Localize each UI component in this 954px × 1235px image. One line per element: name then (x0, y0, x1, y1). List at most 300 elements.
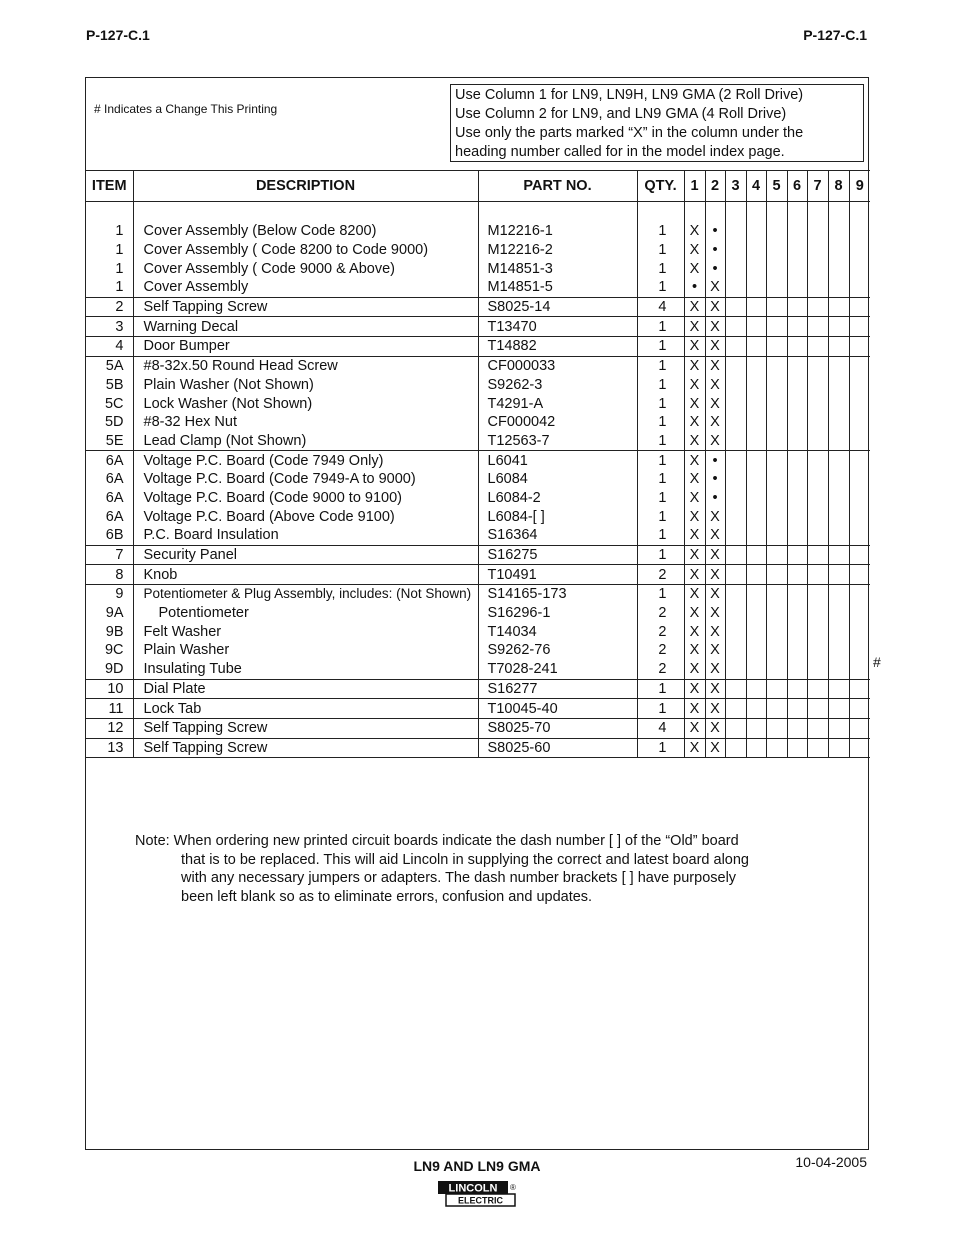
column-3-cell (725, 432, 746, 451)
part-number-cell: S16277 (478, 679, 637, 699)
column-5-cell (766, 545, 787, 565)
column-4-cell (746, 604, 766, 623)
description-cell: #8-32 Hex Nut (133, 413, 478, 432)
column-8-cell (828, 337, 849, 357)
column-4-cell (746, 241, 766, 260)
description-cell: Cover Assembly (Below Code 8200) (133, 222, 478, 241)
spacer-row (86, 202, 870, 223)
usage-line: Use Column 1 for LN9, LN9H, LN9 GMA (2 Roll Drive) (455, 87, 804, 103)
quantity-cell: 2 (637, 604, 684, 623)
description-cell: Warning Decal (133, 317, 478, 337)
column-4-cell (746, 470, 766, 489)
column-2-cell: • (705, 259, 725, 278)
part-number-cell: T13470 (478, 317, 637, 337)
column-9-cell (849, 297, 870, 317)
part-number-cell: CF000033 (478, 356, 637, 375)
column-7-cell (807, 470, 828, 489)
item-cell: 6A (86, 470, 133, 489)
column-6-cell (787, 526, 807, 545)
quantity-cell: 1 (637, 337, 684, 357)
column-5-cell (766, 718, 787, 738)
table-row (86, 679, 870, 699)
description-cell: P.C. Board Insulation (133, 526, 478, 545)
column-6-cell (787, 489, 807, 508)
column-7-cell (807, 565, 828, 585)
column-6-cell (787, 241, 807, 260)
column-4-cell (746, 738, 766, 758)
column-2-cell: X (705, 738, 725, 758)
part-number-cell: S8025-70 (478, 718, 637, 738)
column-6-cell (787, 738, 807, 758)
item-cell: 1 (86, 278, 133, 297)
column-8-cell (828, 718, 849, 738)
column-1-cell: X (684, 222, 705, 241)
table-row (86, 718, 870, 738)
column-5-cell (766, 376, 787, 395)
column-3-cell (725, 259, 746, 278)
part-number-cell: CF000042 (478, 413, 637, 432)
column-2-cell: X (705, 622, 725, 641)
item-cell: 1 (86, 241, 133, 260)
quantity-cell: 1 (637, 679, 684, 699)
column-4-cell (746, 337, 766, 357)
table-row (86, 585, 870, 604)
column-5-cell (766, 507, 787, 526)
column-4-cell (746, 413, 766, 432)
column-4-cell (746, 526, 766, 545)
description-cell: Lock Tab (133, 699, 478, 719)
column-9-cell (849, 565, 870, 585)
column-1-cell: X (684, 585, 705, 604)
description-cell: Cover Assembly ( Code 8200 to Code 9000) (133, 241, 478, 260)
table-row (86, 241, 870, 260)
column-8-cell (828, 526, 849, 545)
table-row (86, 451, 870, 470)
column-5-cell (766, 641, 787, 660)
item-cell: 5E (86, 432, 133, 451)
column-8-cell (828, 660, 849, 679)
part-number-cell: T4291-A (478, 394, 637, 413)
column-5-cell (766, 337, 787, 357)
column-6-cell (787, 470, 807, 489)
item-cell: 6A (86, 489, 133, 508)
note-line: that is to be replaced. This will aid Lincoln in supplying the correct and latest board along (181, 851, 749, 868)
part-number-cell: T14034 (478, 622, 637, 641)
column-8-cell (828, 451, 849, 470)
column-3-cell (725, 241, 746, 260)
column-7-cell (807, 718, 828, 738)
column-7-cell (807, 337, 828, 357)
column-8-cell (828, 259, 849, 278)
table-row (86, 489, 870, 508)
column-4-cell (746, 718, 766, 738)
part-number-cell: T14882 (478, 337, 637, 357)
column-1-cell: X (684, 738, 705, 758)
column-5-cell (766, 297, 787, 317)
table-row (86, 604, 870, 623)
part-number-cell: T10045-40 (478, 699, 637, 719)
lincoln-electric-logo (437, 1180, 517, 1208)
header-item: ITEM (86, 171, 133, 202)
column-8-cell (828, 356, 849, 375)
quantity-cell: 2 (637, 641, 684, 660)
column-4-cell (746, 259, 766, 278)
header-col-5: 5 (766, 171, 787, 202)
column-7-cell (807, 317, 828, 337)
item-cell: 6B (86, 526, 133, 545)
usage-line: Use only the parts marked “X” in the column under the (455, 125, 804, 141)
column-7-cell (807, 622, 828, 641)
change-note: # Indicates a Change This Printing (94, 102, 278, 116)
column-7-cell (807, 507, 828, 526)
column-8-cell (828, 604, 849, 623)
column-6-cell (787, 222, 807, 241)
part-number-cell: M12216-1 (478, 222, 637, 241)
description-cell: Potentiometer & Plug Assembly, includes: (Not Shown) (133, 585, 478, 604)
footer-title: LN9 AND LN9 GMA (413, 1158, 541, 1174)
column-9-cell (849, 337, 870, 357)
column-7-cell (807, 585, 828, 604)
column-4-cell (746, 297, 766, 317)
column-2-cell: X (705, 337, 725, 357)
column-4-cell (746, 278, 766, 297)
part-number-cell: S16296-1 (478, 604, 637, 623)
description-cell: Voltage P.C. Board (Code 9000 to 9100) (133, 489, 478, 508)
note-line: been left blank so as to eliminate errors, confusion and updates. (181, 888, 593, 905)
part-number-cell: T12563-7 (478, 432, 637, 451)
quantity-cell: 2 (637, 622, 684, 641)
item-cell: 9B (86, 622, 133, 641)
column-9-cell (849, 241, 870, 260)
description-cell: Voltage P.C. Board (Above Code 9100) (133, 507, 478, 526)
column-6-cell (787, 641, 807, 660)
column-7-cell (807, 394, 828, 413)
column-4-cell (746, 507, 766, 526)
column-3-cell (725, 317, 746, 337)
column-2-cell: X (705, 660, 725, 679)
column-2-cell: X (705, 356, 725, 375)
quantity-cell: 1 (637, 545, 684, 565)
column-3-cell (725, 641, 746, 660)
column-1-cell: X (684, 356, 705, 375)
pc-board-note (135, 832, 749, 906)
table-row (86, 738, 870, 758)
column-6-cell (787, 604, 807, 623)
column-6-cell (787, 297, 807, 317)
column-9-cell (849, 376, 870, 395)
column-7-cell (807, 297, 828, 317)
table-row (86, 337, 870, 357)
item-cell: 7 (86, 545, 133, 565)
column-6-cell (787, 679, 807, 699)
column-4-cell (746, 565, 766, 585)
column-8-cell (828, 297, 849, 317)
quantity-cell: 1 (637, 356, 684, 375)
column-2-cell: X (705, 432, 725, 451)
header-right-code: P-127-C.1 (803, 27, 867, 43)
column-7-cell (807, 738, 828, 758)
description-cell: Lead Clamp (Not Shown) (133, 432, 478, 451)
column-2-cell: X (705, 526, 725, 545)
part-number-cell: L6084-2 (478, 489, 637, 508)
column-1-cell: X (684, 451, 705, 470)
column-2-cell: X (705, 679, 725, 699)
column-6-cell (787, 699, 807, 719)
part-number-cell: S8025-60 (478, 738, 637, 758)
column-7-cell (807, 545, 828, 565)
column-2-cell: • (705, 451, 725, 470)
column-9-cell (849, 507, 870, 526)
column-5-cell (766, 259, 787, 278)
column-3-cell (725, 679, 746, 699)
column-8-cell (828, 394, 849, 413)
column-5-cell (766, 413, 787, 432)
column-3-cell (725, 545, 746, 565)
header-col-3: 3 (725, 171, 746, 202)
column-8-cell (828, 317, 849, 337)
column-1-cell: X (684, 545, 705, 565)
logo-top-text: LINCOLN (448, 1182, 498, 1195)
column-8-cell (828, 413, 849, 432)
column-9-cell (849, 470, 870, 489)
column-3-cell (725, 699, 746, 719)
column-5-cell (766, 679, 787, 699)
description-cell: Potentiometer (133, 604, 478, 623)
column-3-cell (725, 413, 746, 432)
quantity-cell: 1 (637, 278, 684, 297)
table-row (86, 507, 870, 526)
column-4-cell (746, 489, 766, 508)
column-1-cell: X (684, 622, 705, 641)
parts-table-body (86, 202, 870, 758)
description-cell: Lock Washer (Not Shown) (133, 394, 478, 413)
column-7-cell (807, 451, 828, 470)
column-5-cell (766, 470, 787, 489)
quantity-cell: 1 (637, 470, 684, 489)
description-cell: #8-32x.50 Round Head Screw (133, 356, 478, 375)
column-9-cell (849, 451, 870, 470)
column-7-cell (807, 660, 828, 679)
note-line: with any necessary jumpers or adapters. The dash number brackets [ ] have purposely (181, 870, 737, 886)
quantity-cell: 1 (637, 432, 684, 451)
column-4-cell (746, 376, 766, 395)
quantity-cell: 1 (637, 699, 684, 719)
column-6-cell (787, 337, 807, 357)
column-6-cell (787, 278, 807, 297)
column-4-cell (746, 641, 766, 660)
column-5-cell (766, 585, 787, 604)
quantity-cell: 4 (637, 297, 684, 317)
description-cell: Self Tapping Screw (133, 297, 478, 317)
usage-line: heading number called for in the model index page. (455, 144, 785, 160)
column-1-cell: X (684, 394, 705, 413)
column-2-cell: X (705, 565, 725, 585)
quantity-cell: 1 (637, 738, 684, 758)
part-number-cell: M14851-3 (478, 259, 637, 278)
item-cell: 5C (86, 394, 133, 413)
quantity-cell: 1 (637, 451, 684, 470)
column-6-cell (787, 356, 807, 375)
table-row (86, 660, 870, 679)
column-8-cell (828, 545, 849, 565)
column-4-cell (746, 222, 766, 241)
quantity-cell: 1 (637, 413, 684, 432)
column-6-cell (787, 565, 807, 585)
table-row (86, 526, 870, 545)
column-1-cell: X (684, 413, 705, 432)
column-2-cell: • (705, 489, 725, 508)
header-col-1: 1 (684, 171, 705, 202)
item-cell: 1 (86, 259, 133, 278)
column-3-cell (725, 622, 746, 641)
note-first-line: Note: When ordering new printed circuit boards indicate the dash number [ ] of the “Old” board (135, 833, 739, 849)
footer-date: 10-04-2005 (795, 1154, 867, 1170)
table-row (86, 699, 870, 719)
column-8-cell (828, 622, 849, 641)
column-1-cell: X (684, 604, 705, 623)
column-5-cell (766, 278, 787, 297)
quantity-cell: 1 (637, 376, 684, 395)
table-row (86, 545, 870, 565)
column-5-cell (766, 394, 787, 413)
description-cell: Plain Washer (Not Shown) (133, 376, 478, 395)
column-9-cell (849, 545, 870, 565)
item-cell: 10 (86, 679, 133, 699)
column-8-cell (828, 222, 849, 241)
column-3-cell (725, 718, 746, 738)
quantity-cell: 2 (637, 660, 684, 679)
part-number-cell: S16275 (478, 545, 637, 565)
table-row (86, 297, 870, 317)
column-8-cell (828, 585, 849, 604)
logo-bottom-text: ELECTRIC (458, 1195, 503, 1206)
quantity-cell: 1 (637, 241, 684, 260)
column-2-cell: X (705, 545, 725, 565)
part-number-cell: S8025-14 (478, 297, 637, 317)
column-6-cell (787, 317, 807, 337)
item-cell: 4 (86, 337, 133, 357)
item-cell: 5D (86, 413, 133, 432)
column-8-cell (828, 699, 849, 719)
column-5-cell (766, 604, 787, 623)
item-cell: 6A (86, 451, 133, 470)
column-9-cell (849, 699, 870, 719)
item-cell: 5B (86, 376, 133, 395)
column-8-cell (828, 470, 849, 489)
header-part-no: PART NO. (478, 171, 637, 202)
column-6-cell (787, 376, 807, 395)
quantity-cell: 1 (637, 585, 684, 604)
quantity-cell: 1 (637, 222, 684, 241)
table-header-row (86, 171, 870, 202)
column-1-cell: X (684, 507, 705, 526)
column-2-cell: X (705, 297, 725, 317)
column-1-cell: X (684, 337, 705, 357)
part-number-cell: T7028-241 (478, 660, 637, 679)
item-cell: 2 (86, 297, 133, 317)
part-number-cell: L6084-[ ] (478, 507, 637, 526)
column-5-cell (766, 317, 787, 337)
column-4-cell (746, 660, 766, 679)
column-6-cell (787, 718, 807, 738)
column-4-cell (746, 356, 766, 375)
description-cell: Voltage P.C. Board (Code 7949 Only) (133, 451, 478, 470)
header-col-4: 4 (746, 171, 766, 202)
part-number-cell: S9262-76 (478, 641, 637, 660)
column-3-cell (725, 451, 746, 470)
column-4-cell (746, 545, 766, 565)
column-9-cell (849, 526, 870, 545)
column-9-cell (849, 604, 870, 623)
column-1-cell: X (684, 376, 705, 395)
item-cell: 11 (86, 699, 133, 719)
item-cell: 9A (86, 604, 133, 623)
change-mark: # (873, 654, 881, 670)
quantity-cell: 2 (637, 565, 684, 585)
column-5-cell (766, 489, 787, 508)
column-8-cell (828, 507, 849, 526)
part-number-cell: L6041 (478, 451, 637, 470)
quantity-cell: 1 (637, 259, 684, 278)
column-2-cell: X (705, 699, 725, 719)
part-number-cell: L6084 (478, 470, 637, 489)
header-col-8: 8 (828, 171, 849, 202)
usage-line: Use Column 2 for LN9, and LN9 GMA (4 Roll Drive) (455, 106, 787, 122)
item-cell: 5A (86, 356, 133, 375)
column-3-cell (725, 356, 746, 375)
description-cell: Door Bumper (133, 337, 478, 357)
column-4-cell (746, 451, 766, 470)
column-7-cell (807, 526, 828, 545)
column-8-cell (828, 432, 849, 451)
column-4-cell (746, 622, 766, 641)
column-9-cell (849, 641, 870, 660)
column-7-cell (807, 604, 828, 623)
column-6-cell (787, 585, 807, 604)
column-9-cell (849, 660, 870, 679)
quantity-cell: 1 (637, 526, 684, 545)
column-2-cell: • (705, 241, 725, 260)
item-cell: 9D (86, 660, 133, 679)
column-2-cell: X (705, 641, 725, 660)
column-2-cell: X (705, 376, 725, 395)
column-6-cell (787, 432, 807, 451)
column-9-cell (849, 432, 870, 451)
part-number-cell: S14165-173 (478, 585, 637, 604)
table-row (86, 356, 870, 375)
column-8-cell (828, 376, 849, 395)
column-2-cell: X (705, 718, 725, 738)
column-7-cell (807, 376, 828, 395)
header-col-7: 7 (807, 171, 828, 202)
column-7-cell (807, 278, 828, 297)
column-2-cell: X (705, 604, 725, 623)
quantity-cell: 1 (637, 394, 684, 413)
column-7-cell (807, 641, 828, 660)
column-9-cell (849, 394, 870, 413)
column-1-cell: X (684, 699, 705, 719)
item-cell: 9 (86, 585, 133, 604)
column-9-cell (849, 622, 870, 641)
column-5-cell (766, 356, 787, 375)
column-1-cell: X (684, 241, 705, 260)
description-cell: Cover Assembly (133, 278, 478, 297)
item-cell: 1 (86, 222, 133, 241)
column-5-cell (766, 738, 787, 758)
column-9-cell (849, 259, 870, 278)
item-cell: 3 (86, 317, 133, 337)
column-1-cell: • (684, 278, 705, 297)
